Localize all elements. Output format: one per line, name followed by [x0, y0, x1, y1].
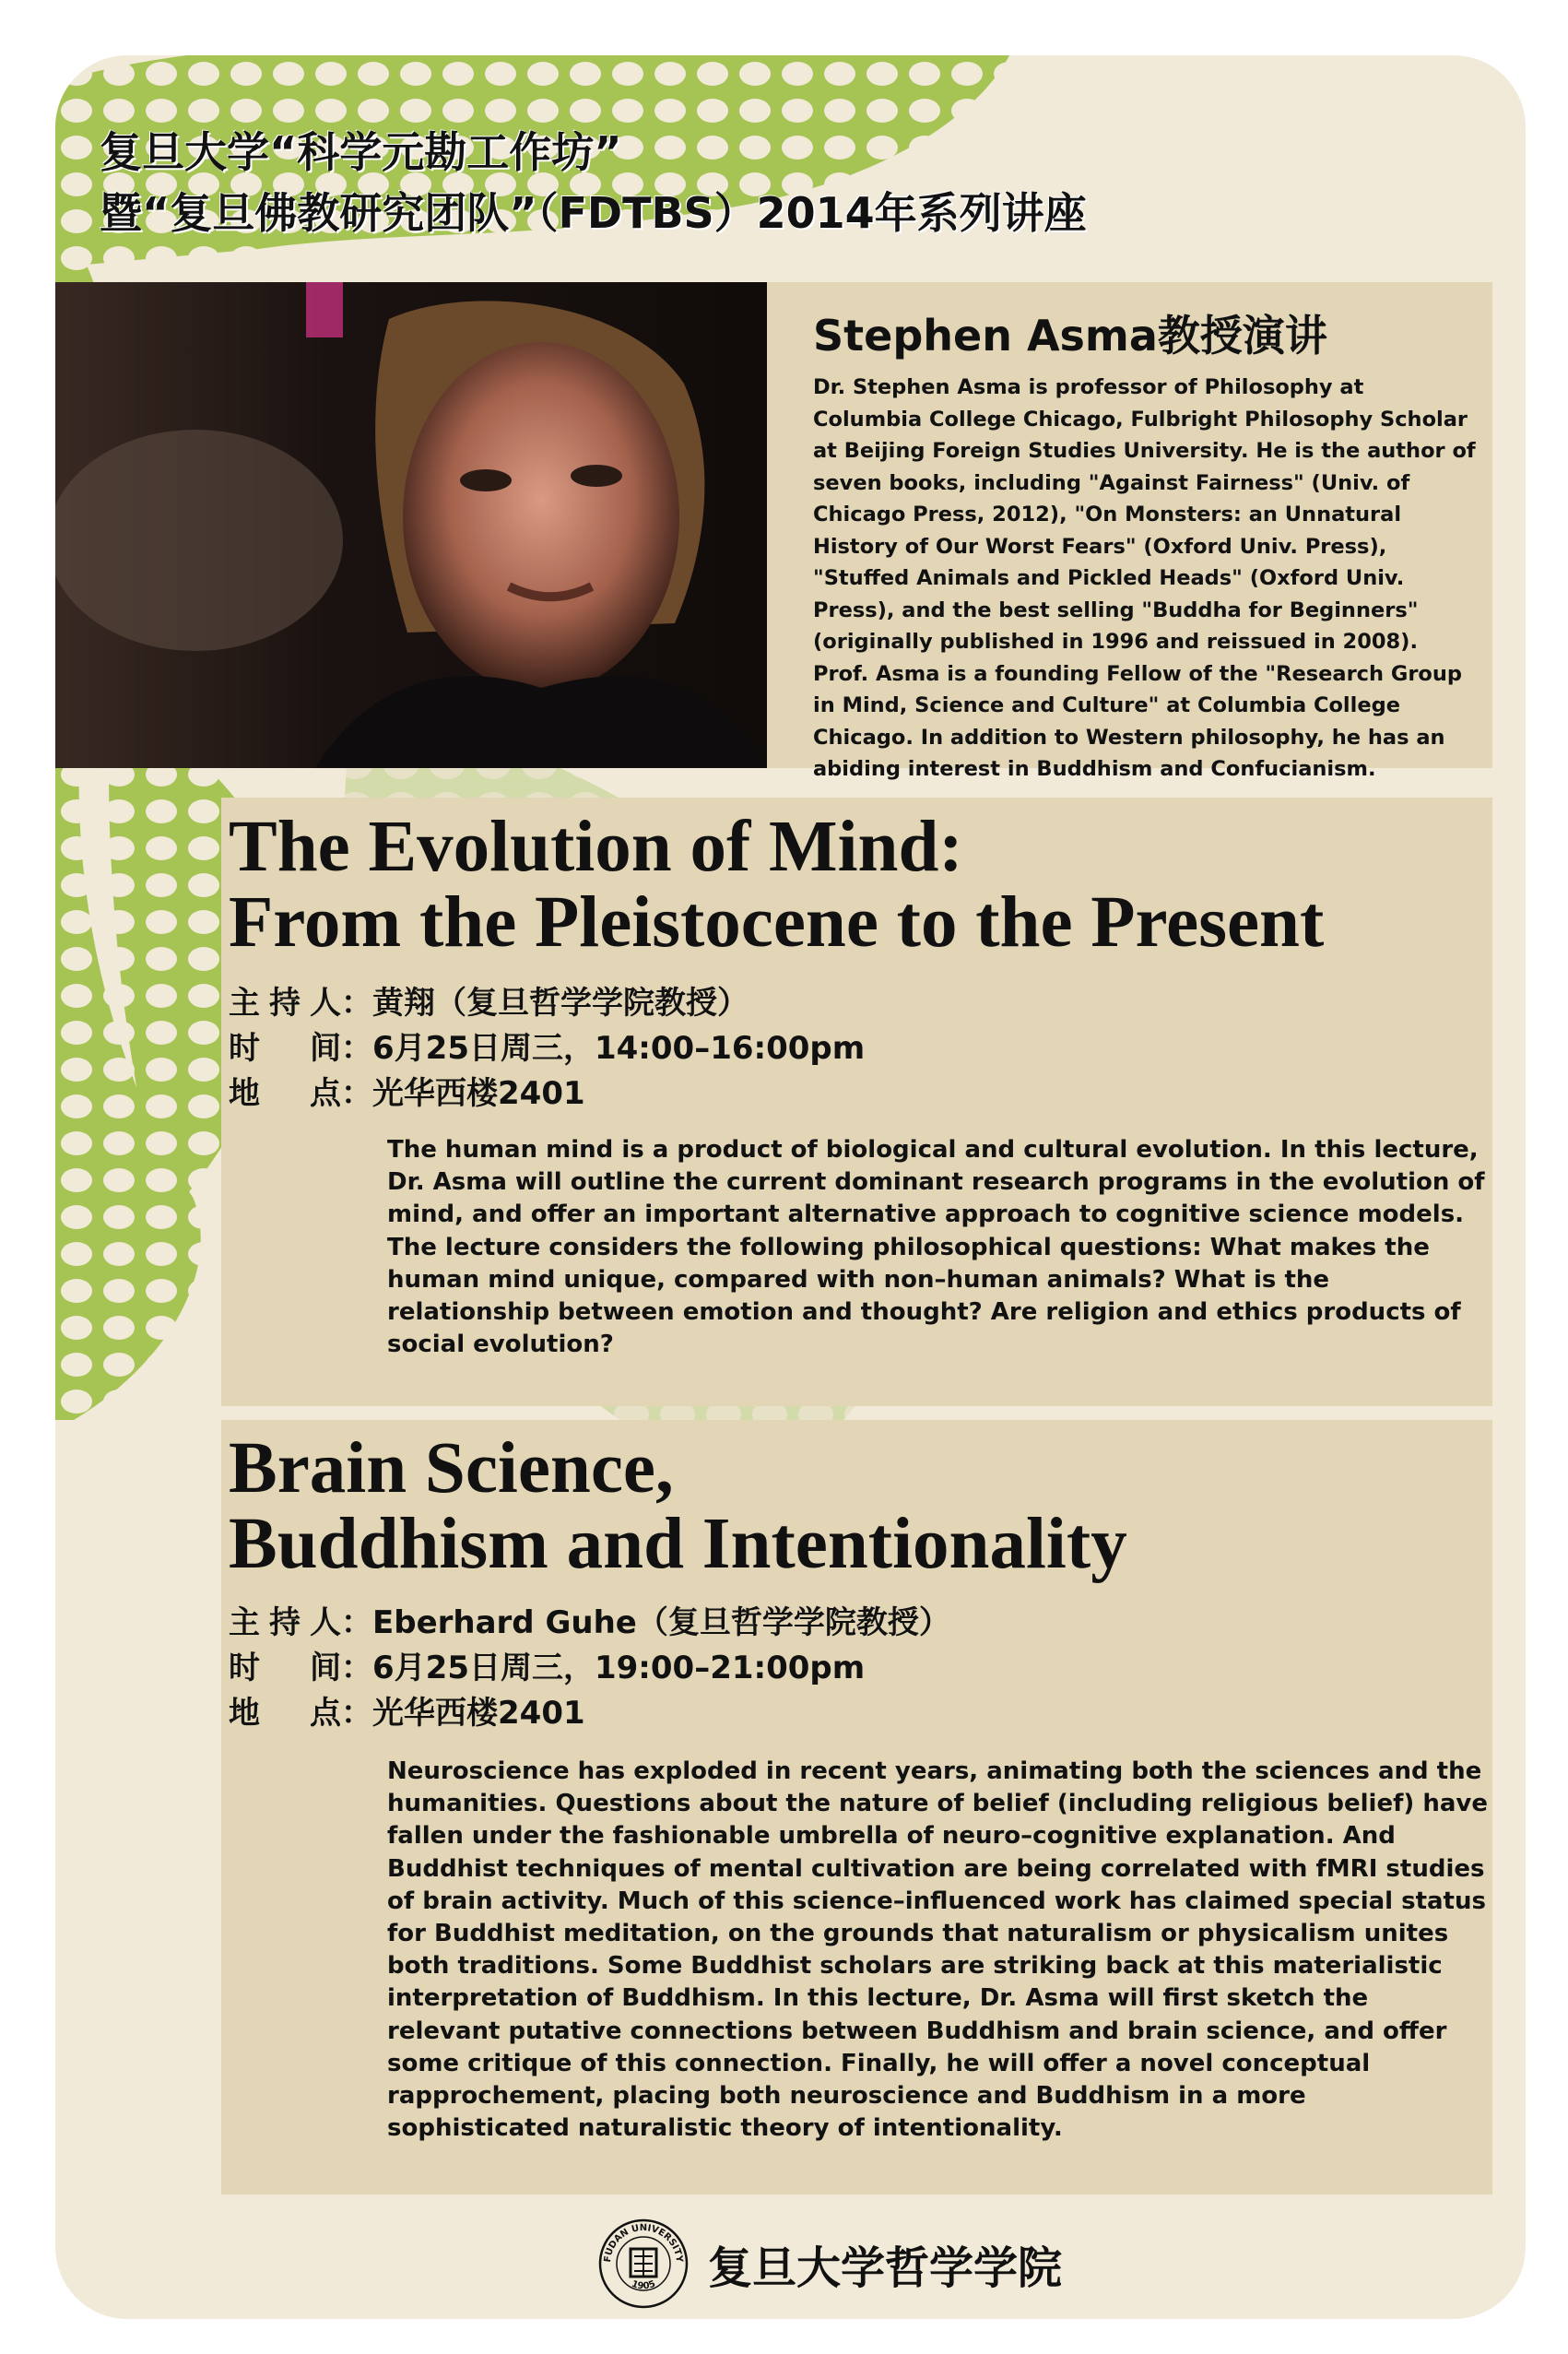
- lecture-1-info: [229, 981, 865, 1117]
- place-label: 地 点: [229, 1695, 341, 1732]
- lecture-2-title-line-1: Brain Science,: [229, 1428, 674, 1508]
- lecture-2-title-line-2: Buddhism and Intentionality: [229, 1504, 1127, 1584]
- lecture-1-host-row: 主 持 人 ： 黄翔（复旦哲学学院教授）: [229, 981, 865, 1026]
- lecture-2-host: Eberhard Guhe（复旦哲学学院教授）: [372, 1604, 950, 1641]
- header-title: [100, 122, 1087, 243]
- lecture-2-title: [229, 1428, 1127, 1584]
- poster: [55, 55, 1526, 2319]
- lecture-1-title-line-2: From the Pleistocene to the Present: [229, 882, 1325, 963]
- lecture-2-host-row: 主 持 人 ： Eberhard Guhe（复旦哲学学院教授）: [229, 1601, 950, 1646]
- header-line-1: 复旦大学“科学元勘工作坊”: [100, 127, 622, 177]
- lecture-1-time: 6月25日周三，14:00–16:00pm: [372, 1030, 866, 1067]
- seal-text-top: FUDAN UNIVERSITY: [602, 2222, 685, 2264]
- speaker-bio: Dr. Stephen Asma is professor of Philosophy at Columbia College Chicago, Fulbright Philosophy Scholar at Beijing Foreign Studies University. He is the author of seven books, including "Against Fairness" (Univ. of Chicago Press, 2012), "On Monsters: an Unnatural History of Our Worst Fears" (Oxford Univ. Press), "Stuffed Animals and Pickled Heads" (Oxford Univ. Press), and the best selling "Buddha for Beginners" (originally published in 1996 and reissued in 2008). Prof. Asma is a founding Fellow of the "Research Group in Mind, Science and Culture" at Columbia College Chicago. In addition to Western philosophy, he has an abiding interest in Buddhism and Confucianism.: [813, 375, 1476, 781]
- lecture-1-title: [229, 807, 1325, 963]
- speaker-name: Stephen Asma教授演讲: [813, 311, 1327, 361]
- lecture-1-time-row: 时 间 ： 6月25日周三，14:00–16:00pm: [229, 1026, 865, 1071]
- lecture-2-time-row: 时 间 ： 6月25日周三，19:00–21:00pm: [229, 1646, 950, 1691]
- lecture-2-abstract: Neuroscience has exploded in recent years, animating both the sciences and the humanities. Questions about the nature of belief (including religious belief) have fallen under the fashionable umbrella of neuro–cognitive explanation. And Buddhist techniques of mental cultivation are being correlated with fMRI studies of brain activity. Much of this science–influenced work has claimed special status for Buddhist meditation, on the grounds that naturalism or physicalism unites both traditions. Some Buddhist scholars are striking back at this materialistic interpretation of Buddhism. In this lecture, Dr. Asma will first sketch the relevant putative connections between Buddhism and brain science, and offer some critique of this connection. Finally, he will offer a novel conceptual rapprochement, placing both neuroscience and Buddhism in a more sophisticated naturalistic theory of intentionality.: [387, 1757, 1488, 2143]
- lecture-1-place: 光华西楼2401: [372, 1075, 585, 1112]
- time-label: 时 间: [229, 1650, 341, 1686]
- header-line-2: 暨“复旦佛教研究团队”（FDTBS）2014年系列讲座: [100, 188, 1087, 238]
- seal-text-bottom: 1905: [630, 2278, 657, 2292]
- host-label: 主 持 人: [229, 985, 341, 1022]
- place-label: 地 点: [229, 1075, 341, 1112]
- lecture-1-place-row: 地 点 ： 光华西楼2401: [229, 1071, 865, 1117]
- lecture-2-place-row: 地 点 ： 光华西楼2401: [229, 1691, 950, 1736]
- time-label: 时 间: [229, 1030, 341, 1067]
- lecture-1-abstract: The human mind is a product of biological and cultural evolution. In this lecture, Dr. Asma will outline the current dominant research programs in the evolution of mind, and offer an important alternative approach to cognitive science models. The lecture considers the following philosophical questions: What makes the human mind unique, compared with non–human animals? What is the relationship between emotion and thought? Are religion and ethics products of social evolution?: [387, 1136, 1485, 1359]
- speaker-photo: [55, 282, 767, 768]
- lecture-2-info: [229, 1601, 950, 1736]
- footer: [597, 2218, 1062, 2310]
- lecture-1-host: 黄翔（复旦哲学学院教授）: [372, 985, 749, 1022]
- institution-name: 复旦大学哲学学院: [708, 2242, 1063, 2294]
- host-label: 主 持 人: [229, 1604, 341, 1641]
- lecture-2-time: 6月25日周三，19:00–21:00pm: [372, 1650, 866, 1686]
- lecture-2-place: 光华西楼2401: [372, 1695, 585, 1732]
- university-seal-icon: [597, 2218, 690, 2310]
- lecture-1-title-line-1: The Evolution of Mind:: [229, 807, 963, 887]
